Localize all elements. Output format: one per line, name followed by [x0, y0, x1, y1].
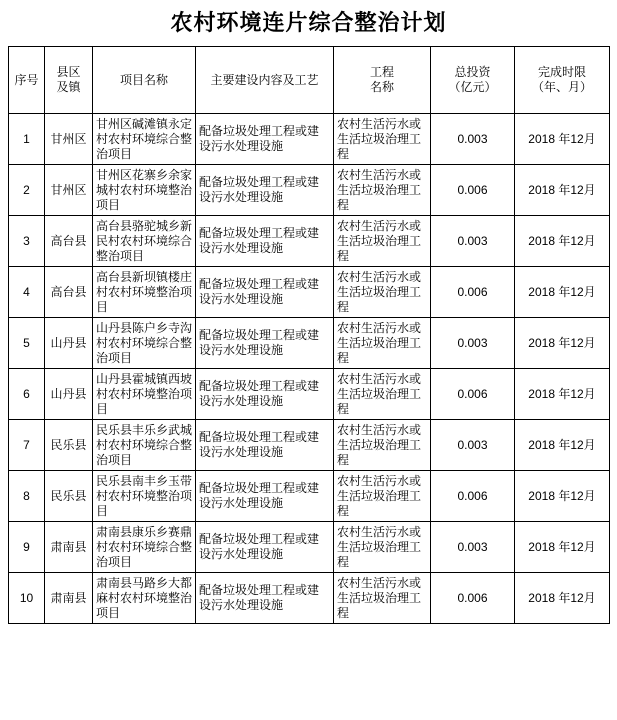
cell-content: 配备垃圾处理工程或建设污水处理设施	[196, 420, 334, 471]
cell-project-name: 民乐县南丰乡玉带村农村环境整治项目	[93, 471, 196, 522]
cell-seq: 6	[9, 369, 45, 420]
cell-investment: 0.006	[431, 267, 515, 318]
cell-project-name: 高台县新坝镇楼庄村农村环境整治项目	[93, 267, 196, 318]
cell-engineering-name: 农村生活污水或生活垃圾治理工程	[334, 165, 431, 216]
header-deadline-line2: （年、月）	[531, 80, 592, 94]
header-investment-line1: 总投资	[454, 65, 491, 79]
cell-engineering-name: 农村生活污水或生活垃圾治理工程	[334, 216, 431, 267]
cell-deadline: 2018 年12月	[515, 318, 610, 369]
document-page	[0, 8, 617, 720]
plan-table	[8, 46, 610, 624]
table-body	[9, 114, 610, 624]
table-header-row	[9, 47, 610, 114]
cell-deadline: 2018 年12月	[515, 216, 610, 267]
cell-deadline: 2018 年12月	[515, 522, 610, 573]
cell-deadline: 2018 年12月	[515, 420, 610, 471]
cell-content: 配备垃圾处理工程或建设污水处理设施	[196, 165, 334, 216]
table-row	[9, 369, 610, 420]
table-row	[9, 522, 610, 573]
cell-engineering-name: 农村生活污水或生活垃圾治理工程	[334, 522, 431, 573]
cell-area: 民乐县	[45, 471, 93, 522]
cell-seq: 9	[9, 522, 45, 573]
table-row	[9, 114, 610, 165]
cell-deadline: 2018 年12月	[515, 573, 610, 624]
cell-engineering-name: 农村生活污水或生活垃圾治理工程	[334, 420, 431, 471]
cell-seq: 5	[9, 318, 45, 369]
header-content-line1: 主要建设内容及工艺	[210, 72, 319, 87]
table-row	[9, 267, 610, 318]
header-investment	[431, 47, 515, 114]
cell-area: 高台县	[45, 216, 93, 267]
cell-project-name: 甘州区花寨乡余家城村农村环境整治项目	[93, 165, 196, 216]
cell-area: 民乐县	[45, 420, 93, 471]
table-row	[9, 318, 610, 369]
cell-investment: 0.003	[431, 318, 515, 369]
cell-engineering-name: 农村生活污水或生活垃圾治理工程	[334, 573, 431, 624]
header-investment-line2: （亿元）	[448, 80, 497, 94]
cell-project-name: 民乐县丰乐乡武城村农村环境综合整治项目	[93, 420, 196, 471]
cell-investment: 0.003	[431, 420, 515, 471]
cell-deadline: 2018 年12月	[515, 165, 610, 216]
cell-project-name: 肃南县康乐乡赛鼎村农村环境综合整治项目	[93, 522, 196, 573]
header-area-line1: 县区	[56, 65, 81, 79]
header-deadline-line1: 完成时限	[537, 65, 586, 79]
cell-area: 甘州区	[45, 114, 93, 165]
table-row	[9, 471, 610, 522]
header-content	[196, 47, 334, 114]
cell-investment: 0.006	[431, 471, 515, 522]
header-project-name-line1: 项目名称	[119, 72, 168, 87]
cell-area: 高台县	[45, 267, 93, 318]
header-area	[45, 47, 93, 114]
cell-project-name: 甘州区碱滩镇永定村农村环境综合整治项目	[93, 114, 196, 165]
cell-content: 配备垃圾处理工程或建设污水处理设施	[196, 216, 334, 267]
cell-seq: 8	[9, 471, 45, 522]
cell-seq: 4	[9, 267, 45, 318]
cell-area: 肃南县	[45, 573, 93, 624]
table-row	[9, 165, 610, 216]
cell-content: 配备垃圾处理工程或建设污水处理设施	[196, 522, 334, 573]
cell-seq: 2	[9, 165, 45, 216]
header-engineering-name	[334, 47, 431, 114]
header-engineering-line1: 工程	[369, 65, 394, 79]
cell-content: 配备垃圾处理工程或建设污水处理设施	[196, 573, 334, 624]
header-engineering-line2: 名称	[369, 80, 394, 94]
cell-engineering-name: 农村生活污水或生活垃圾治理工程	[334, 318, 431, 369]
header-deadline	[515, 47, 610, 114]
cell-content: 配备垃圾处理工程或建设污水处理设施	[196, 114, 334, 165]
cell-investment: 0.006	[431, 165, 515, 216]
table-row	[9, 573, 610, 624]
cell-content: 配备垃圾处理工程或建设污水处理设施	[196, 318, 334, 369]
header-seq-line1: 序号	[14, 72, 39, 87]
cell-engineering-name: 农村生活污水或生活垃圾治理工程	[334, 369, 431, 420]
cell-investment: 0.006	[431, 369, 515, 420]
cell-project-name: 山丹县霍城镇西坡村农村环境整治项目	[93, 369, 196, 420]
cell-project-name: 高台县骆驼城乡新民村农村环境综合整治项目	[93, 216, 196, 267]
cell-seq: 10	[9, 573, 45, 624]
cell-area: 甘州区	[45, 165, 93, 216]
cell-content: 配备垃圾处理工程或建设污水处理设施	[196, 471, 334, 522]
cell-seq: 3	[9, 216, 45, 267]
table-header	[9, 47, 610, 114]
table-row	[9, 420, 610, 471]
cell-investment: 0.006	[431, 573, 515, 624]
cell-deadline: 2018 年12月	[515, 471, 610, 522]
cell-deadline: 2018 年12月	[515, 114, 610, 165]
header-seq	[9, 47, 45, 114]
cell-seq: 7	[9, 420, 45, 471]
cell-area: 山丹县	[45, 369, 93, 420]
cell-area: 肃南县	[45, 522, 93, 573]
cell-content: 配备垃圾处理工程或建设污水处理设施	[196, 267, 334, 318]
page-title: 农村环境连片综合整治计划	[170, 10, 447, 35]
cell-project-name: 山丹县陈户乡寺沟村农村环境综合整治项目	[93, 318, 196, 369]
cell-deadline: 2018 年12月	[515, 369, 610, 420]
cell-seq: 1	[9, 114, 45, 165]
cell-engineering-name: 农村生活污水或生活垃圾治理工程	[334, 267, 431, 318]
cell-engineering-name: 农村生活污水或生活垃圾治理工程	[334, 471, 431, 522]
cell-investment: 0.003	[431, 114, 515, 165]
cell-project-name: 肃南县马路乡大都麻村农村环境整治项目	[93, 573, 196, 624]
table-row	[9, 216, 610, 267]
cell-deadline: 2018 年12月	[515, 267, 610, 318]
cell-investment: 0.003	[431, 522, 515, 573]
cell-content: 配备垃圾处理工程或建设污水处理设施	[196, 369, 334, 420]
header-project-name	[93, 47, 196, 114]
cell-engineering-name: 农村生活污水或生活垃圾治理工程	[334, 114, 431, 165]
cell-area: 山丹县	[45, 318, 93, 369]
header-area-line2: 及镇	[56, 80, 81, 94]
cell-investment: 0.003	[431, 216, 515, 267]
